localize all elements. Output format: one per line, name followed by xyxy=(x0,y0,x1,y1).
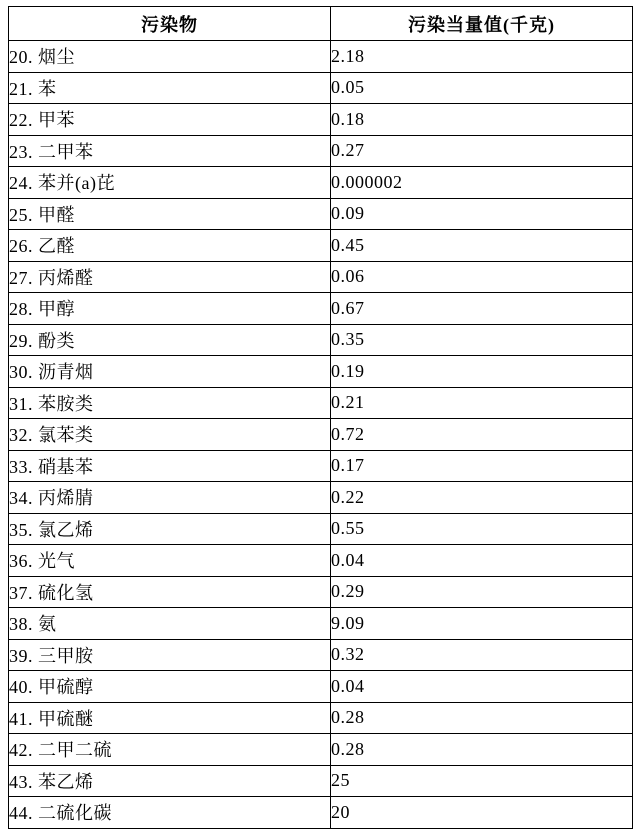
table-row xyxy=(9,482,633,514)
cell-pollutant-name: 28. 甲醇 xyxy=(9,293,331,325)
cell-equivalent-value: 0.19 xyxy=(331,356,633,388)
cell-equivalent-value: 0.18 xyxy=(331,104,633,136)
cell-equivalent-value: 20 xyxy=(331,797,633,829)
cell-pollutant-name: 34. 丙烯腈 xyxy=(9,482,331,514)
cell-equivalent-value: 0.04 xyxy=(331,671,633,703)
table-row xyxy=(9,765,633,797)
cell-equivalent-value: 0.27 xyxy=(331,135,633,167)
cell-equivalent-value: 9.09 xyxy=(331,608,633,640)
column-header-equivalent-value: 污染当量值(千克) xyxy=(331,7,633,41)
table-header-row xyxy=(9,7,633,41)
cell-equivalent-value: 0.05 xyxy=(331,72,633,104)
cell-equivalent-value: 0.55 xyxy=(331,513,633,545)
cell-equivalent-value: 25 xyxy=(331,765,633,797)
cell-equivalent-value: 0.32 xyxy=(331,639,633,671)
cell-pollutant-name: 26. 乙醛 xyxy=(9,230,331,262)
table-body xyxy=(9,41,633,829)
cell-equivalent-value: 0.21 xyxy=(331,387,633,419)
cell-pollutant-name: 40. 甲硫醇 xyxy=(9,671,331,703)
cell-pollutant-name: 21. 苯 xyxy=(9,72,331,104)
table-row xyxy=(9,72,633,104)
table-row xyxy=(9,198,633,230)
cell-equivalent-value: 0.72 xyxy=(331,419,633,451)
table-row xyxy=(9,261,633,293)
cell-pollutant-name: 36. 光气 xyxy=(9,545,331,577)
cell-pollutant-name: 22. 甲苯 xyxy=(9,104,331,136)
table-row xyxy=(9,671,633,703)
table-row xyxy=(9,450,633,482)
table-row xyxy=(9,419,633,451)
cell-pollutant-name: 20. 烟尘 xyxy=(9,41,331,73)
cell-pollutant-name: 32. 氯苯类 xyxy=(9,419,331,451)
cell-equivalent-value: 0.35 xyxy=(331,324,633,356)
cell-pollutant-name: 44. 二硫化碳 xyxy=(9,797,331,829)
cell-equivalent-value: 0.17 xyxy=(331,450,633,482)
cell-equivalent-value: 0.06 xyxy=(331,261,633,293)
table-row xyxy=(9,734,633,766)
cell-equivalent-value: 0.67 xyxy=(331,293,633,325)
cell-pollutant-name: 29. 酚类 xyxy=(9,324,331,356)
cell-equivalent-value: 0.22 xyxy=(331,482,633,514)
table-row xyxy=(9,41,633,73)
cell-pollutant-name: 41. 甲硫醚 xyxy=(9,702,331,734)
cell-pollutant-name: 30. 沥青烟 xyxy=(9,356,331,388)
cell-equivalent-value: 0.09 xyxy=(331,198,633,230)
table-row xyxy=(9,387,633,419)
cell-pollutant-name: 24. 苯并(a)芘 xyxy=(9,167,331,199)
cell-pollutant-name: 39. 三甲胺 xyxy=(9,639,331,671)
table-row xyxy=(9,702,633,734)
cell-pollutant-name: 43. 苯乙烯 xyxy=(9,765,331,797)
cell-pollutant-name: 38. 氨 xyxy=(9,608,331,640)
table-header xyxy=(9,7,633,41)
table-row xyxy=(9,324,633,356)
table-row xyxy=(9,576,633,608)
table-row xyxy=(9,104,633,136)
cell-pollutant-name: 31. 苯胺类 xyxy=(9,387,331,419)
cell-equivalent-value: 0.28 xyxy=(331,702,633,734)
cell-equivalent-value: 2.18 xyxy=(331,41,633,73)
cell-pollutant-name: 35. 氯乙烯 xyxy=(9,513,331,545)
cell-pollutant-name: 27. 丙烯醛 xyxy=(9,261,331,293)
table-row xyxy=(9,293,633,325)
table-row xyxy=(9,513,633,545)
cell-pollutant-name: 25. 甲醛 xyxy=(9,198,331,230)
cell-equivalent-value: 0.000002 xyxy=(331,167,633,199)
pollutant-equivalent-table xyxy=(8,6,633,829)
cell-equivalent-value: 0.45 xyxy=(331,230,633,262)
table-row xyxy=(9,545,633,577)
cell-pollutant-name: 42. 二甲二硫 xyxy=(9,734,331,766)
cell-pollutant-name: 37. 硫化氢 xyxy=(9,576,331,608)
table-row xyxy=(9,135,633,167)
table-row xyxy=(9,797,633,829)
table-row xyxy=(9,608,633,640)
table-row xyxy=(9,230,633,262)
table-row xyxy=(9,639,633,671)
cell-pollutant-name: 23. 二甲苯 xyxy=(9,135,331,167)
cell-pollutant-name: 33. 硝基苯 xyxy=(9,450,331,482)
table-row xyxy=(9,167,633,199)
table-row xyxy=(9,356,633,388)
column-header-pollutant: 污染物 xyxy=(9,7,331,41)
cell-equivalent-value: 0.29 xyxy=(331,576,633,608)
cell-equivalent-value: 0.04 xyxy=(331,545,633,577)
cell-equivalent-value: 0.28 xyxy=(331,734,633,766)
